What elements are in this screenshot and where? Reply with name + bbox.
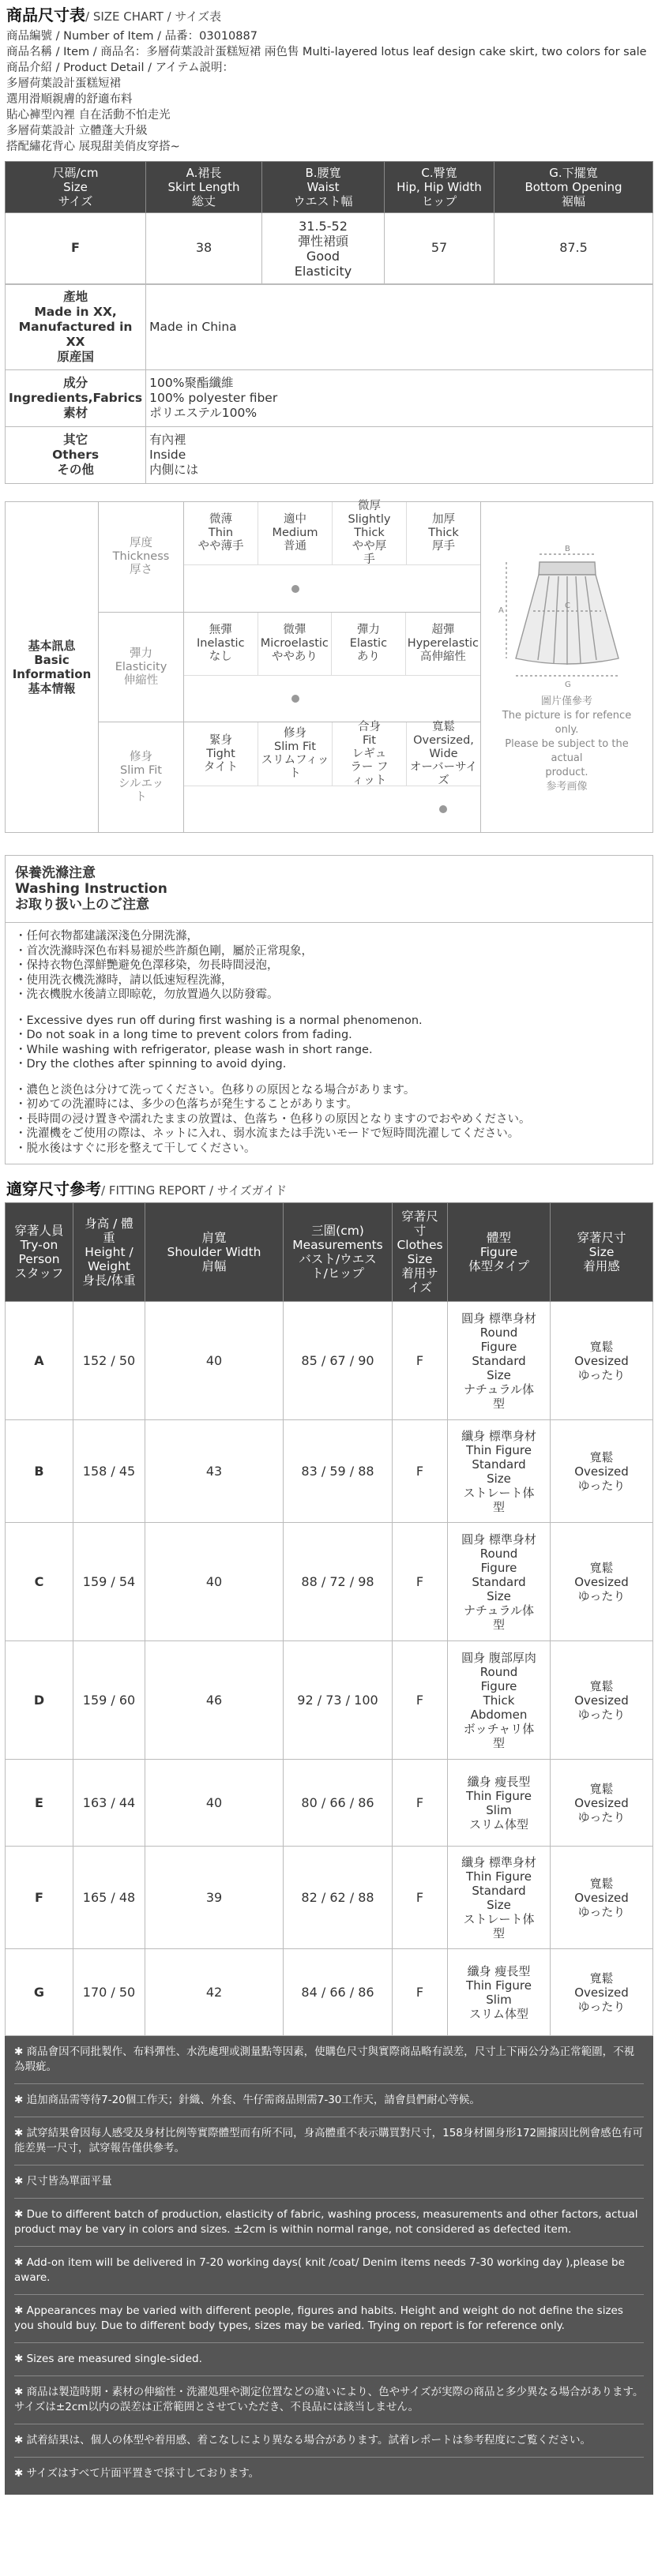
product-info-lines xyxy=(0,28,658,155)
size-row xyxy=(6,213,653,284)
size-header-skirt-length: A.裙長 Skirt Length 総丈 xyxy=(146,162,262,213)
others-value: 有內裡 Inside 内側には xyxy=(146,427,653,484)
fit-header-person: 穿著人員 Try-on Person スタッフ xyxy=(6,1203,73,1302)
origin-row xyxy=(6,285,653,370)
size-header-hip: C.臀寬 Hip, Hip Width ヒップ xyxy=(385,162,494,213)
waist-cell: 31.5-52 彈性裙頭 Good Elasticity xyxy=(262,213,385,284)
svg-text:A: A xyxy=(498,606,504,615)
washing-instructions xyxy=(5,922,653,1164)
size-table xyxy=(5,161,653,284)
fit-selection xyxy=(184,786,480,832)
hip-cell: 57 xyxy=(385,213,494,284)
svg-text:C: C xyxy=(564,602,570,610)
origin-value: Made in China xyxy=(146,285,653,370)
elasticity-option: 超彈 Hyperelastic 高伸縮性 xyxy=(406,613,480,676)
bottom-opening-cell: 87.5 xyxy=(494,213,653,284)
size-table-section xyxy=(0,161,658,484)
fitting-row: F 165 / 48 39 82 / 62 / 88 F 纖身 標準身材 Thin Figure Standard Size ストレート体 型 寬鬆 Ovesized ゆったり xyxy=(6,1847,653,1949)
washing-en: ・Excessive dyes run off during first washing is a normal phenomenon. ・Do not soak in a long time to prevent colors from fading. ・While washing with refrigerator, please wash in short range. ・Dry the clothes after spinning to avoid dying. xyxy=(15,1014,423,1071)
selected-dot xyxy=(291,585,299,593)
info-line: 多層荷葉設計蛋糕短裙 xyxy=(6,77,121,90)
thickness-option: 微薄 Thin やや薄手 xyxy=(184,502,258,565)
elasticity-option: 微彈 Microelastic ややあり xyxy=(258,613,333,676)
selected-dot xyxy=(291,695,299,703)
thickness-label: 厚度 Thickness 厚さ xyxy=(99,502,184,612)
size-header-waist: B.腰寬 Waist ウエスト幅 xyxy=(262,162,385,213)
info-line: 貼心褲型內裡 自在活動不怕走光 xyxy=(6,109,171,122)
note-en: ✱ Appearances may be varied with different people, figures and habits. Height and weight do not define the sizes you should buy. Due to different body types, sizes may be varied. Trying on report is for reference only. xyxy=(14,2304,623,2332)
thickness-option: 適中 Medium 普通 xyxy=(258,502,333,565)
others-row xyxy=(6,427,653,484)
fit-header-measurements: 三圍(cm) Measurements バスト/ウエス ト/ヒップ xyxy=(284,1203,393,1302)
others-label: 其它 Others その他 xyxy=(6,427,146,484)
basic-info-section xyxy=(0,501,658,833)
fabric-label: 成分 Ingredients,Fabrics 素材 xyxy=(6,370,146,427)
notes-box xyxy=(5,2036,653,2495)
basic-info-grid xyxy=(99,502,481,832)
fitting-row: C 159 / 54 40 88 / 72 / 98 F 圓身 標準身材 Round Figure Standard Size ナチュラル体 型 寬鬆 Ovesized ゆったり xyxy=(6,1523,653,1641)
note-zh: ✱ 試穿結果會因每人感受及身材比例等實際體型而有所不同，身高體重不表示購買對尺寸，158身材圖身形172圖據因比例會感色有可能差異一尺寸，試穿報告僅供參考。 xyxy=(14,2127,644,2154)
note-en: ✱ Sizes are measured single-sided. xyxy=(14,2353,202,2365)
fitting-row: E 163 / 44 40 80 / 66 / 86 F 纖身 瘦長型 Thin Figure Slim スリム体型 寬鬆 Ovesized ゆったり xyxy=(6,1760,653,1847)
basic-info-heading: 基本訊息 Basic Information 基本情報 xyxy=(6,502,99,832)
fitting-row: A 152 / 50 40 85 / 67 / 90 F 圓身 標準身材 Round Figure Standard Size ナチュラル体 型 寬鬆 Ovesized ゆったり xyxy=(6,1302,653,1420)
size-header-size: 尺碼/cm Size サイズ xyxy=(6,162,146,213)
thickness-option: 微厚 Slightly Thick やや厚 手 xyxy=(333,502,407,565)
fitting-report-title: 適穿尺寸參考/ FITTING REPORT / サイズガイド xyxy=(6,1179,288,1198)
skirt-diagram xyxy=(481,502,652,832)
fit-header-height-weight: 身高 / 體 重 Height / Weight 身長/体重 xyxy=(73,1203,145,1302)
info-line: 商品編號 / Number of Item / 品番：03010887 xyxy=(6,30,258,43)
info-line: 商品名稱 / Item / 商品名：多層荷葉設計蛋糕短裙 兩色售 Multi-layered lotus leaf design cake skirt, two colors for sale xyxy=(6,46,647,58)
attribute-table xyxy=(5,284,653,484)
note-ja: ✱ 商品は製造時期・素材の伸縮性・洗濯処理や測定位置などの違いにより、色やサイズが実際の商品と多少異なる場合があります。サイズは±2cm以内の誤差は正常範囲とさせていただき、不良品には該当しません。 xyxy=(14,2386,644,2413)
selected-dot xyxy=(439,805,447,813)
note-zh: ✱ 商品會因不同批製作、布料彈性、水洗處理或測量點等因素，使購色尺寸與實際商品略有誤差，尺寸上下兩公分為正常範圍，不視為瑕疵。 xyxy=(14,2045,635,2073)
fitting-table xyxy=(5,1202,653,2036)
skirt-measurement-icon xyxy=(492,540,642,690)
elasticity-selection xyxy=(184,676,480,722)
note-ja: ✱ 試着結果は、個人の体型や着用感、着こなしにより異なる場合があります。試着レポートは参考程度にご覧ください。 xyxy=(14,2434,592,2447)
fabric-value: 100%聚酯纖維 100% polyester fiber ポリエステル100% xyxy=(146,370,653,427)
svg-text:G: G xyxy=(564,681,571,689)
thickness-option: 加厚 Thick 厚手 xyxy=(407,502,480,565)
fitting-report-section xyxy=(0,1164,658,2036)
fit-option: 修身 Slim Fit スリムフィッ ト xyxy=(258,722,333,786)
picture-note: 圖片僅參考 The picture is for refence only. Please be subject to the actual product. 参考画像 xyxy=(502,696,632,793)
size-cell: F xyxy=(6,213,146,284)
note-ja: ✱ サイズはすべて片面平置きで採寸しております。 xyxy=(14,2467,260,2480)
basic-info-box xyxy=(5,501,653,833)
fit-option: 合身 Fit レギュ ラー フ ィット xyxy=(333,722,407,786)
size-header-bottom-opening: G.下擺寬 Bottom Opening 裾幅 xyxy=(494,162,653,213)
note-en: ✱ Due to different batch of production, elasticity of fabric, washing process, measurements and other factors, actual product may be vary in colors and sizes. ±2cm is within normal range, not considered as defected item. xyxy=(14,2208,638,2236)
note-en: ✱ Add-on item will be delivered in 7-20 working days( knit /coat/ Denim items needs 7-30 working day ),please be aware. xyxy=(14,2256,625,2284)
info-line: 多層荷葉設計 立體蓬大升級 xyxy=(6,125,148,137)
elasticity-option: 無彈 Inelastic なし xyxy=(184,613,258,676)
info-line: 搭配繡花背心 展現甜美俏皮穿搭~ xyxy=(6,141,180,153)
fit-header-fit-feel: 穿著尺寸 Size 着用感 xyxy=(551,1203,653,1302)
notes-section xyxy=(0,2036,658,2495)
fit-label: 修身 Slim Fit シルエッ ト xyxy=(99,722,184,832)
fabric-row xyxy=(6,370,653,427)
washing-zh: ・任何衣物都建議深淺色分開洗滌， ・首次洗滌時深色布料易褪於些許顏色剛，屬於正常現象， ・保持衣物色澤鮮艷避免色澤移染，勿長時間浸泡， ・使用洗衣機洗滌時，請以低速短程洗滌， ・洗衣機脫水後請立即晾乾，勿放置過久以防發霉。 xyxy=(15,930,313,1001)
svg-text:B: B xyxy=(564,545,570,553)
washing-ja: ・濃色と淡色は分けて洗ってください。色移りの原因となる場合があります。 ・初めての洗濯時には、多少の色落ちが発生することがあります。 ・長時間の浸け置きや濡れたままの放置は、色落ち・色移りの原因となりますのでおやめください。 ・洗濯機をご使用の際は、ネットに入れ、弱水流または手洗いモードで短時間洗濯してください。 ・脱水後はすぐに形を整えて干してください。 xyxy=(15,1083,531,1155)
fit-row xyxy=(99,722,480,832)
fit-header-figure: 體型 Figure 体型タイプ xyxy=(448,1203,551,1302)
note-zh: ✱ 尺寸皆為單面平量 xyxy=(14,2175,112,2188)
skirt-length-cell: 38 xyxy=(146,213,262,284)
elasticity-option: 彈力 Elastic あり xyxy=(332,613,406,676)
info-line: 商品介紹 / Product Detail / アイテム説明： xyxy=(6,62,235,74)
size-chart-title: 商品尺寸表/ SIZE CHART / サイズ表 xyxy=(6,6,222,24)
washing-section xyxy=(0,855,658,1164)
fit-option: 緊身 Tight タイト xyxy=(184,722,258,786)
note-zh: ✱ 追加商品需等待7-20個工作天；針織、外套、牛仔需商品則需7-30工作天，請會員們耐心等候。 xyxy=(14,2094,480,2106)
fit-header-shoulder: 肩寬 Shoulder Width 肩幅 xyxy=(145,1203,284,1302)
origin-label: 產地 Made in XX, Manufactured in XX 原産国 xyxy=(6,285,146,370)
thickness-selection xyxy=(184,565,480,611)
washing-title: 保養洗滌注意 Washing Instruction お取り扱い上のご注意 xyxy=(5,855,653,922)
fitting-row: B 158 / 45 43 83 / 59 / 88 F 纖身 標準身材 Thin Figure Standard Size ストレート体 型 寬鬆 Ovesized ゆったり xyxy=(6,1420,653,1523)
thickness-row xyxy=(99,502,480,613)
fitting-row: D 159 / 60 46 92 / 73 / 100 F 圓身 腹部厚肉 Round Figure Thick Abdomen ボッチャリ体 型 寬鬆 Ovesized ゆったり xyxy=(6,1641,653,1760)
fit-option: 寬鬆 Oversized, Wide オーバーサイ ズ xyxy=(407,722,480,786)
info-line: 選用滑順親膚的舒適布料 xyxy=(6,93,133,106)
elasticity-row xyxy=(99,613,480,723)
fit-header-clothes-size: 穿著尺 寸 Clothes Size 着用サ イズ xyxy=(393,1203,448,1302)
elasticity-label: 彈力 Elasticity 伸縮性 xyxy=(99,613,184,722)
product-info-section xyxy=(0,0,658,155)
fitting-row: G 170 / 50 42 84 / 66 / 86 F 纖身 瘦長型 Thin Figure Slim スリム体型 寬鬆 Ovesized ゆったり xyxy=(6,1949,653,2036)
